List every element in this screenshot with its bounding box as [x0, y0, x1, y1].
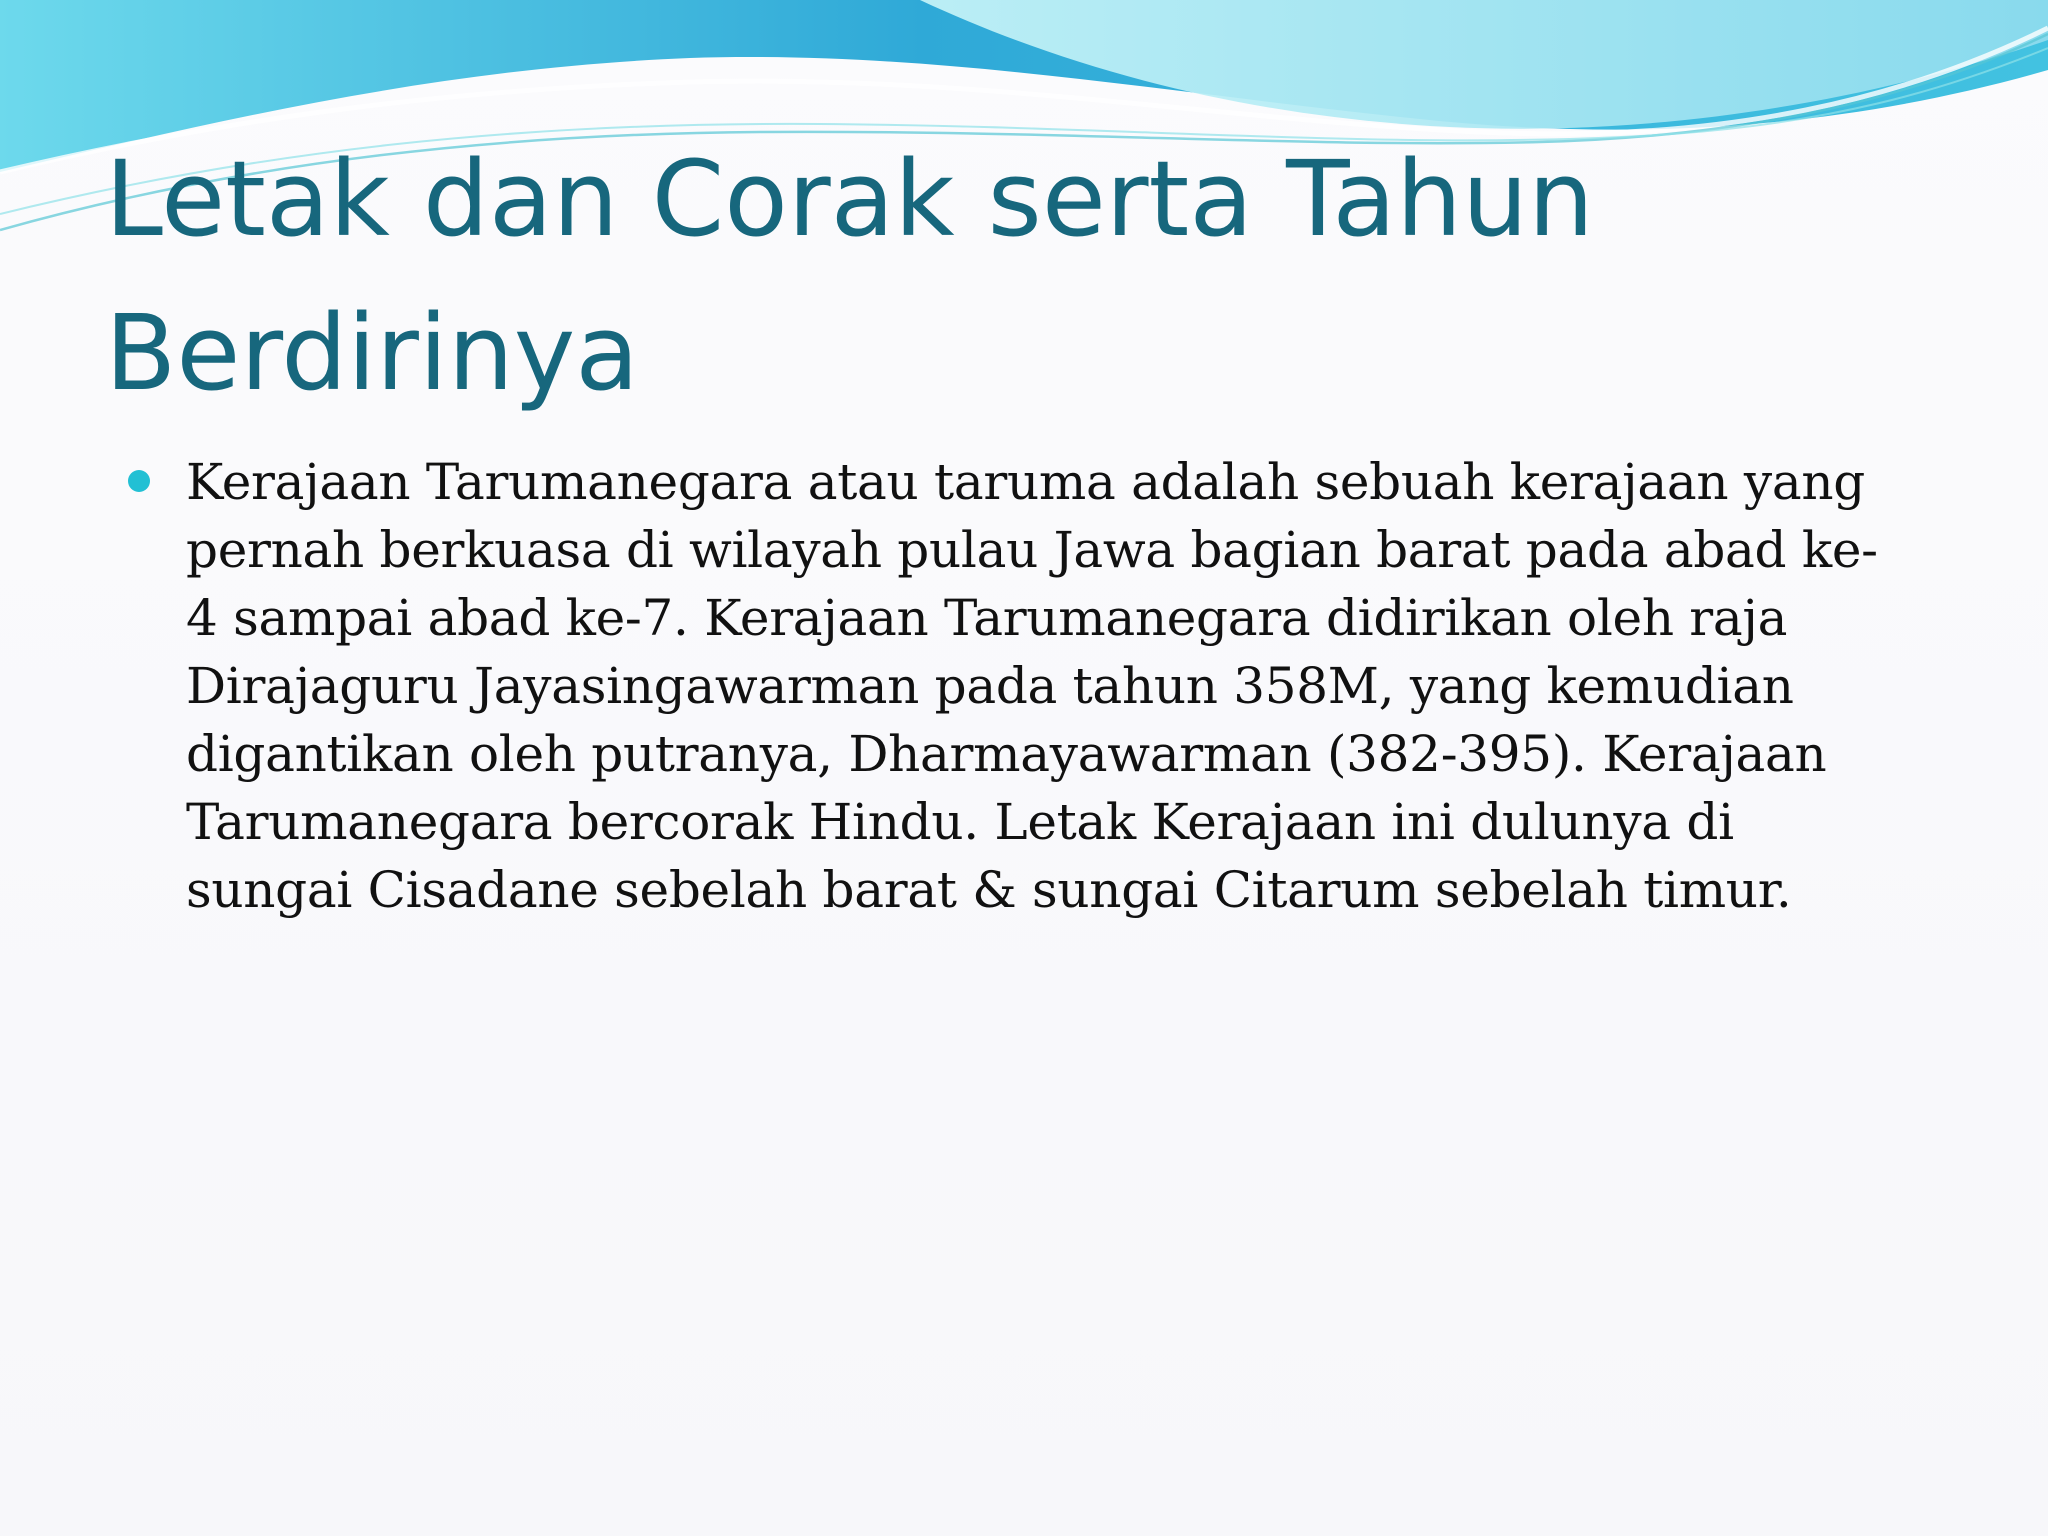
list-item: [128, 448, 1908, 924]
bullet-dot-icon: [128, 470, 150, 492]
bullet-list: [128, 448, 1908, 924]
bullet-text: Kerajaan Tarumanegara atau taruma adalah sebuah kerajaan yang pernah berkuasa di wilayah pulau Jawa bagian barat pada abad ke-4 sampai abad ke-7. Kerajaan Tarumanegara didirikan oleh raja Dirajaguru Jayasingawarman pada tahun 358M, yang kemudian digantikan oleh putranya, Dharmayawarman (382-395). Kerajaan Tarumanegara bercorak Hindu. Letak Kerajaan ini dulunya di sungai Cisadane sebelah barat & sungai Citarum sebelah timur.: [186, 453, 1878, 919]
slide-title: Letak dan Corak serta Tahun Berdirinya: [105, 138, 1594, 414]
